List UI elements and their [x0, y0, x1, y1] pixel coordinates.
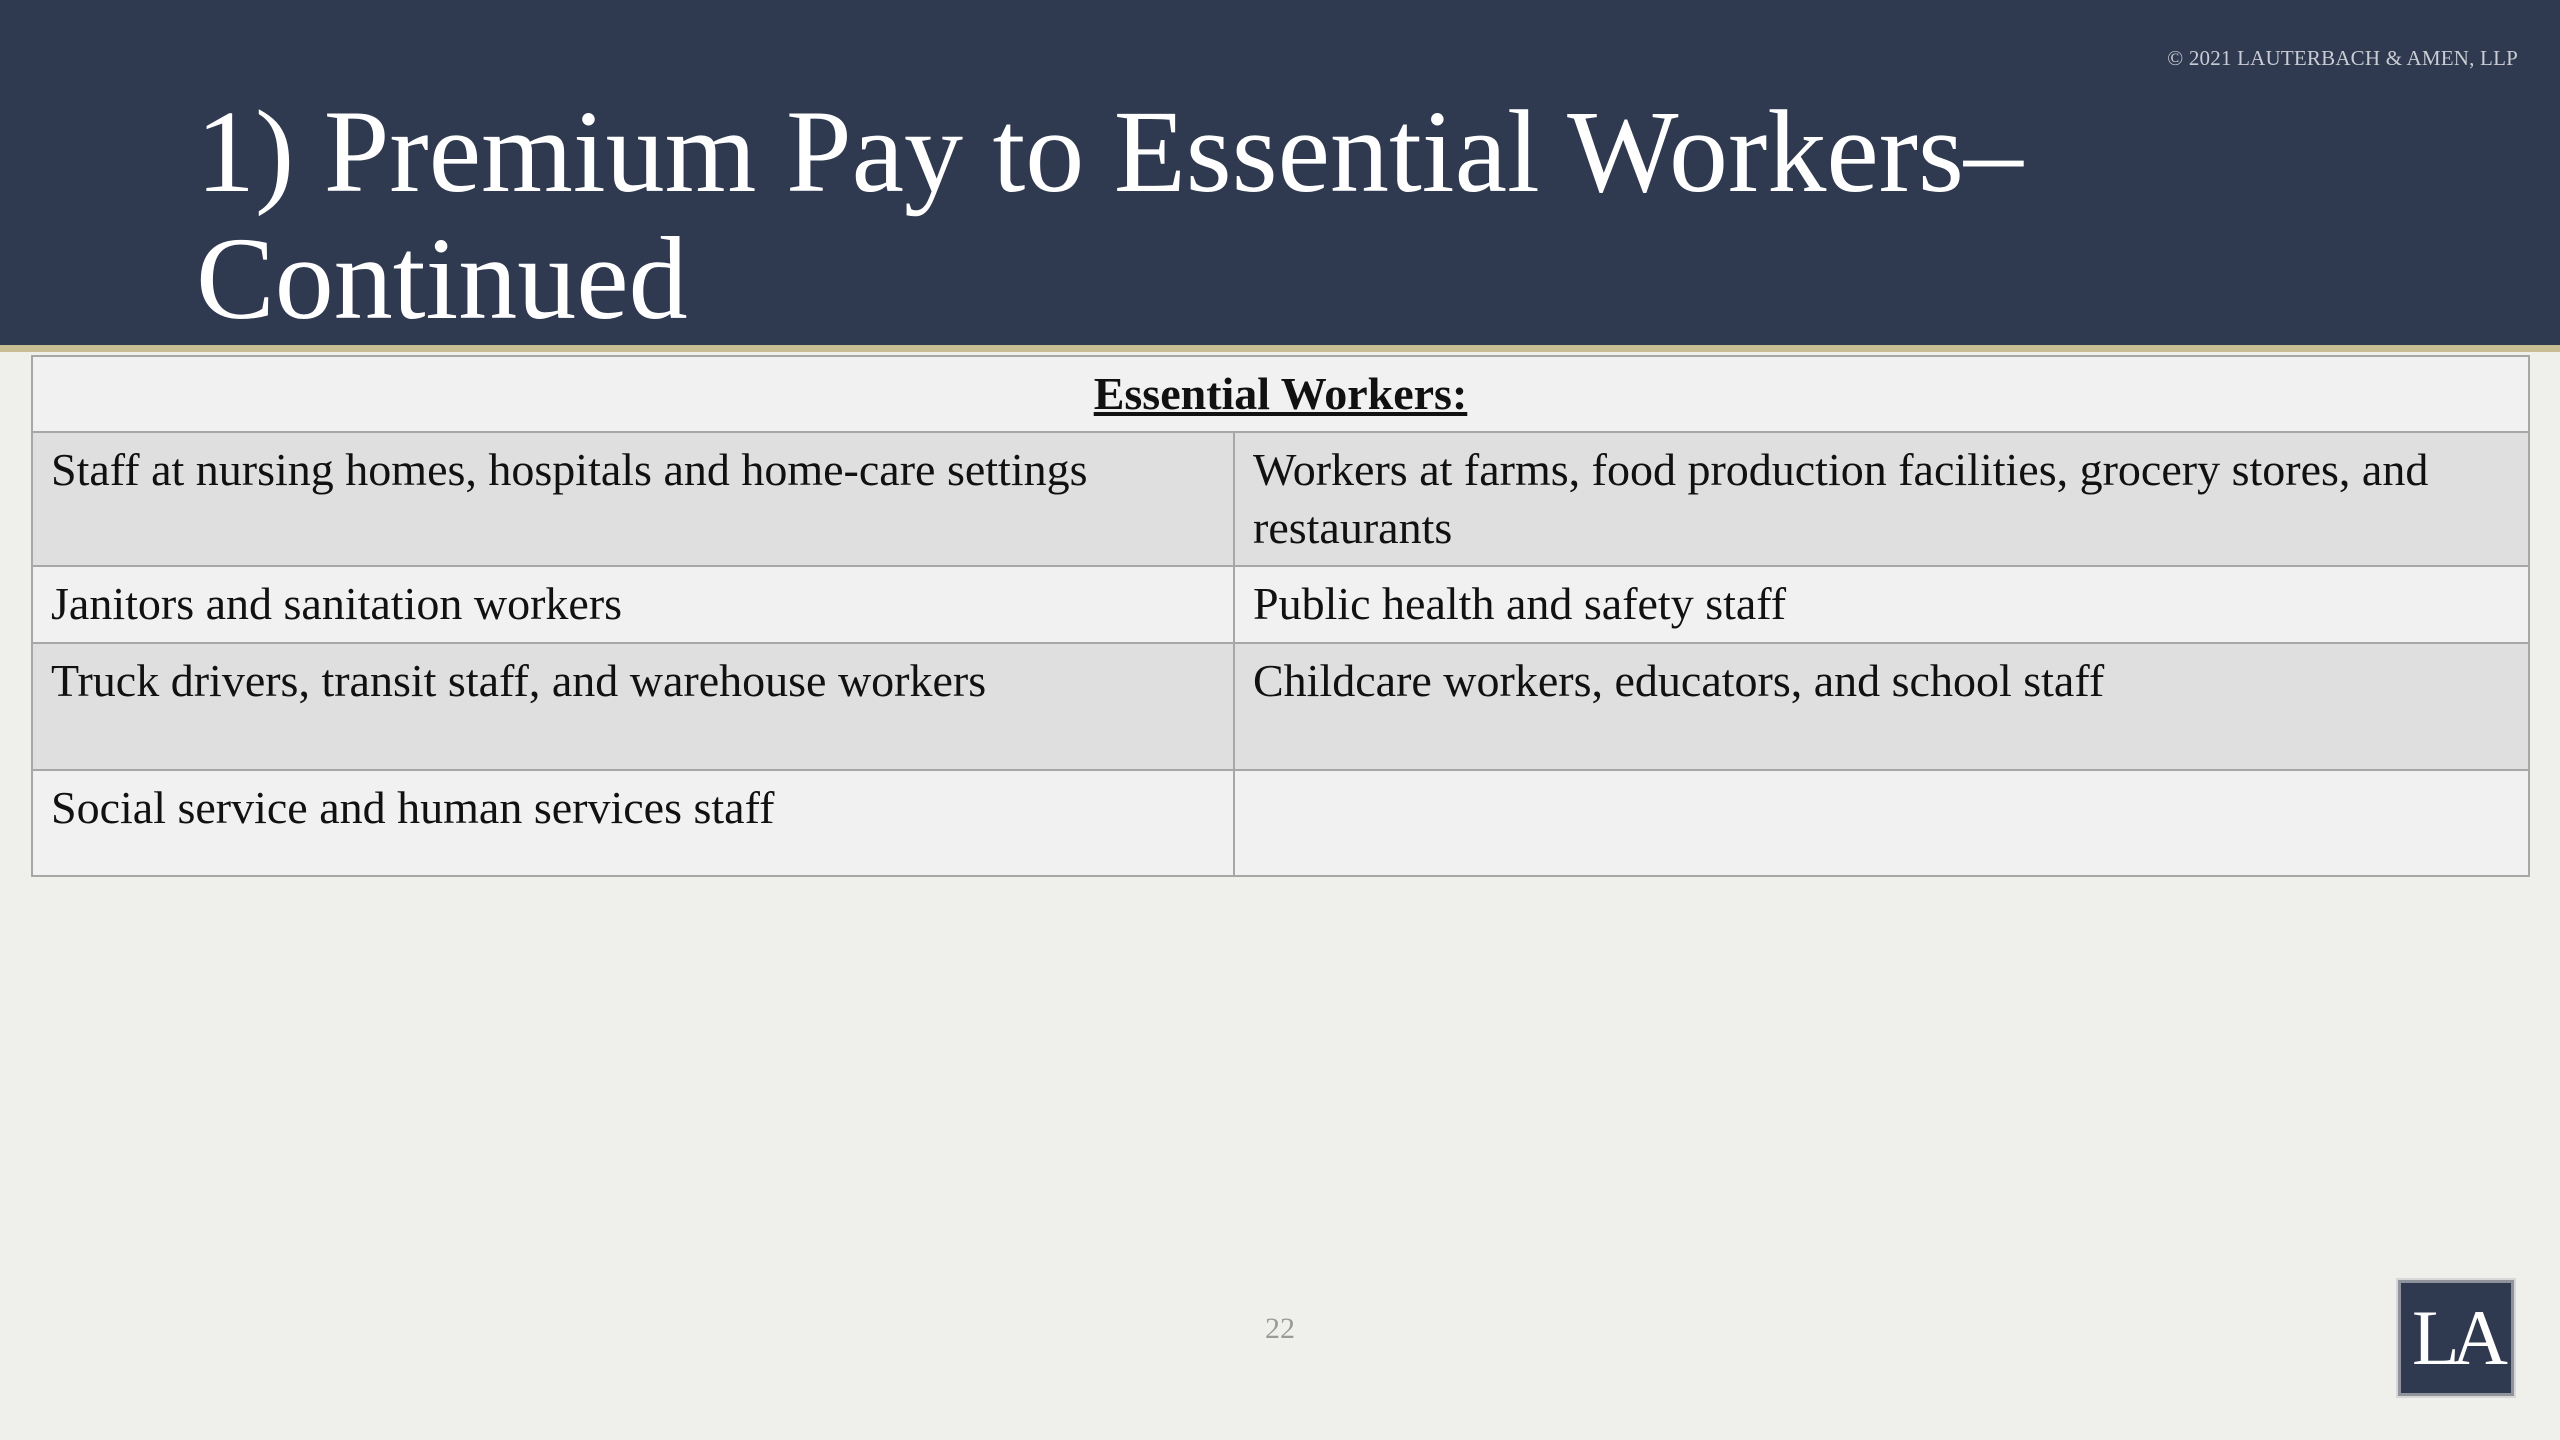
slide-title-line-1: 1) Premium Pay to Essential Workers– [196, 86, 2023, 217]
table-cell: Truck drivers, transit staff, and warehouse workers [32, 643, 1234, 770]
table-row [32, 643, 2529, 770]
title-banner [0, 0, 2560, 345]
title-accent-rule [0, 345, 2560, 352]
essential-workers-table [31, 355, 2530, 877]
table-cell: Childcare workers, educators, and school staff [1234, 643, 2529, 770]
table-header: Essential Workers: [32, 356, 2529, 432]
table-row [32, 566, 2529, 643]
table-row [32, 432, 2529, 566]
table-cell: Public health and safety staff [1234, 566, 2529, 643]
page-number: 22 [1265, 1312, 1295, 1345]
firm-logo: LA [2398, 1280, 2514, 1396]
table-cell: Social service and human services staff [32, 770, 1234, 876]
table-cell: Staff at nursing homes, hospitals and home-care settings [32, 432, 1234, 566]
table-cell: Janitors and sanitation workers [32, 566, 1234, 643]
table-cell-empty [1234, 770, 2529, 876]
copyright-notice: © 2021 LAUTERBACH & AMEN, LLP [2167, 46, 2518, 70]
table-header-row [32, 356, 2529, 432]
table-cell: Workers at farms, food production facilities, grocery stores, and restaurants [1234, 432, 2529, 566]
slide-title [196, 88, 2196, 342]
table-row [32, 770, 2529, 876]
slide-title-line-2: Continued [196, 213, 688, 344]
